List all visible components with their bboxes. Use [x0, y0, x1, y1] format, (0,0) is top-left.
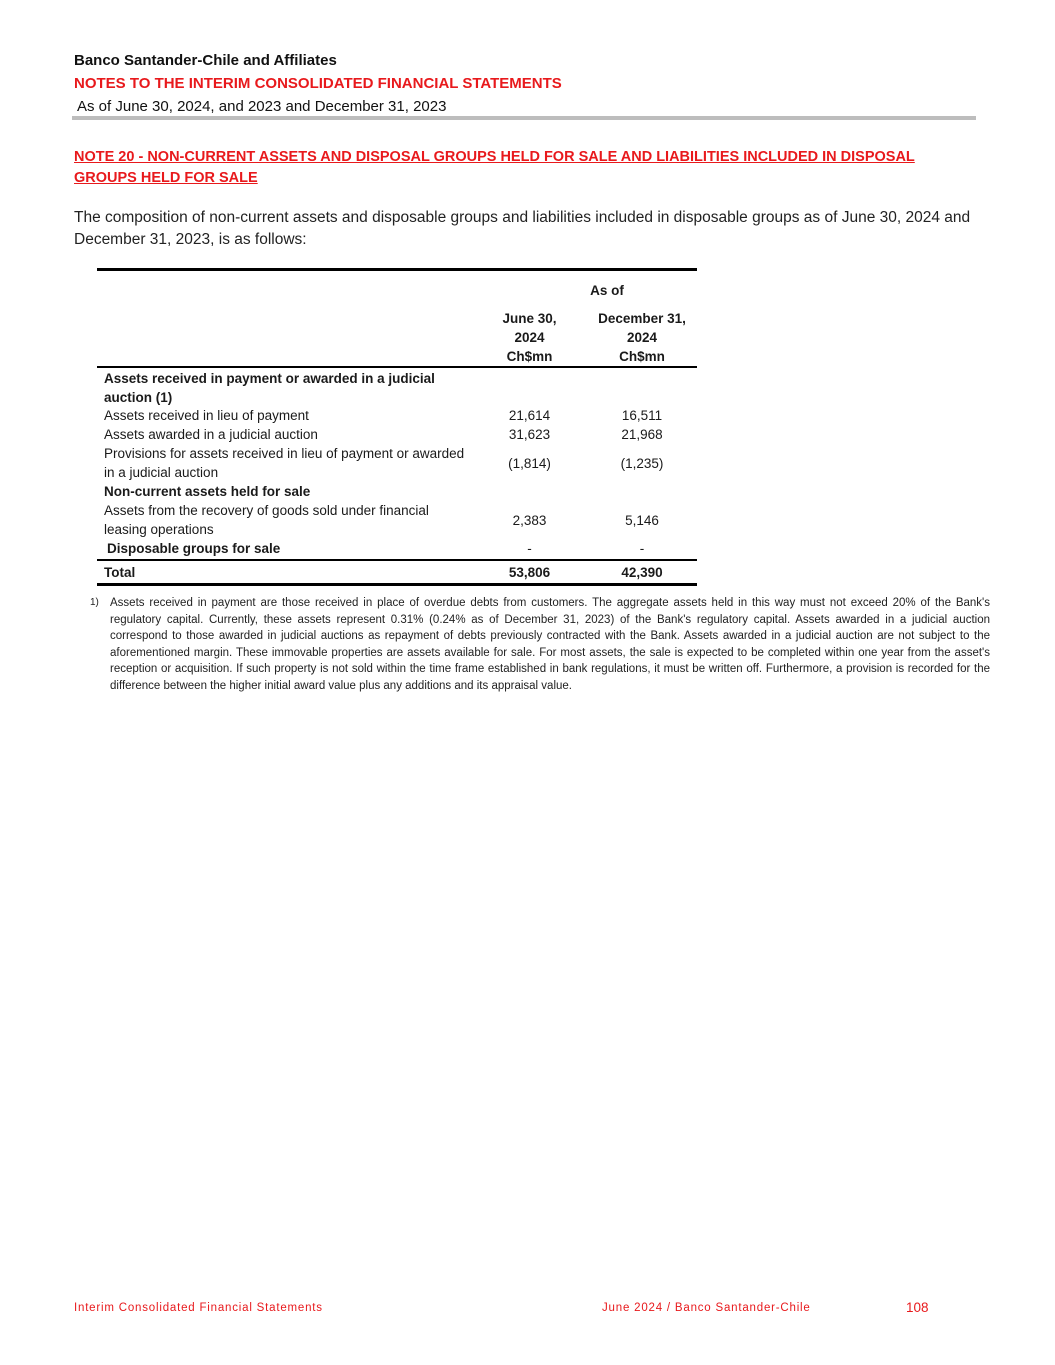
company-name: Banco Santander-Chile and Affiliates: [74, 52, 337, 69]
total-row: [97, 561, 697, 583]
document-header: [74, 50, 976, 118]
table-row: [97, 482, 697, 501]
total-december: 42,390: [621, 564, 663, 580]
row-label: Non-current assets held for sale: [104, 484, 311, 499]
total-label: Total: [104, 564, 136, 580]
column-header-june-2024: [487, 309, 572, 366]
table-row: [97, 444, 697, 482]
column-header-line: Ch$mn: [506, 349, 553, 364]
note-heading: NOTE 20 - NON-CURRENT ASSETS AND DISPOSAL GROUPS HELD FOR SALE AND LIABILITIES INCLUDED IN DISPOSAL GROUPS HELD FOR SALE: [74, 149, 915, 186]
value-december: 16,511: [621, 408, 663, 423]
row-label: Provisions for assets received in lieu of payment or awarded in a judicial auction: [104, 446, 465, 480]
value-june: -: [527, 541, 532, 556]
value-december: 21,968: [621, 427, 663, 442]
page-footer: [0, 1302, 1055, 1322]
notes-title: NOTES TO THE INTERIM CONSOLIDATED FINANCIAL STATEMENTS: [74, 75, 562, 92]
table-row: [97, 368, 697, 406]
as-of-header: [97, 271, 697, 309]
value-december: -: [639, 541, 645, 556]
value-june: (1,814): [508, 455, 551, 471]
as-of-date: As of June 30, 2024, and 2023 and December 31, 2023: [77, 98, 447, 115]
column-header-line: December 31,: [598, 311, 686, 326]
as-of-label: As of: [590, 283, 624, 298]
page-number: 108: [906, 1300, 929, 1315]
table-row: [97, 539, 697, 558]
row-label: Assets awarded in a judicial auction: [104, 427, 318, 442]
table-row: [97, 501, 697, 539]
row-label: Assets from the recovery of goods sold under financial leasing operations: [104, 503, 429, 537]
footnote-text: Assets received in payment are those received in place of overdue debts from customers. The aggregate assets held in this way must not exceed 20% of the Bank's regulatory capital. Currently, these assets represent 0.31% (0.24% as of December 31, 2023) of the Bank's regulatory capital. Assets awarded in a judicial auction correspond to those awarded in judicial auctions as repayment of debts previously contracted with the Bank. Assets awarded in a judicial auction are not subject to the aforementioned margin. These immovable properties are assets available for sale. For most assets, the sale is expected to be completed within one year from the asset's reception or acquisition. If such property is not sold within the time frame established in bank regulations, it must be written off. Furthermore, a provision is recorded for the difference between the higher initial award value plus any additions and its appraisal value.: [110, 597, 990, 692]
footnote: [90, 595, 990, 694]
column-header-line: 2024: [514, 330, 545, 345]
row-label: Assets received in lieu of payment: [104, 408, 309, 423]
table-row: [97, 425, 697, 444]
column-headers: [97, 309, 697, 365]
row-label: Assets received in payment or awarded in a judicial auction (1): [104, 370, 435, 405]
footer-left: Interim Consolidated Financial Statements: [74, 1302, 323, 1314]
footnote-number: 1): [90, 597, 99, 608]
assets-table: [97, 268, 697, 586]
header-divider: [72, 116, 976, 120]
column-header-december: [587, 309, 697, 366]
column-header-line: 2024: [626, 330, 658, 345]
total-june: 53,806: [508, 564, 551, 580]
value-june: 2,383: [512, 512, 547, 528]
table-bottom-rule: [97, 583, 697, 586]
column-header-line: June 30,: [502, 311, 557, 326]
intro-paragraph: The composition of non-current assets and disposable groups and liabilities included in disposable groups as of June 30, 2024 and December 31, 2023, is as follows:: [74, 209, 971, 248]
row-label: Disposable groups for sale: [107, 541, 281, 556]
column-header-line: Ch$mn: [619, 349, 665, 364]
footer-middle: June 2024 / Banco Santander-Chile: [602, 1302, 811, 1314]
value-december: 5,146: [625, 512, 659, 528]
value-december: (1,235): [620, 455, 664, 471]
value-june: 21,614: [508, 408, 551, 423]
value-june: 31,623: [508, 427, 551, 442]
table-row: [97, 406, 697, 425]
